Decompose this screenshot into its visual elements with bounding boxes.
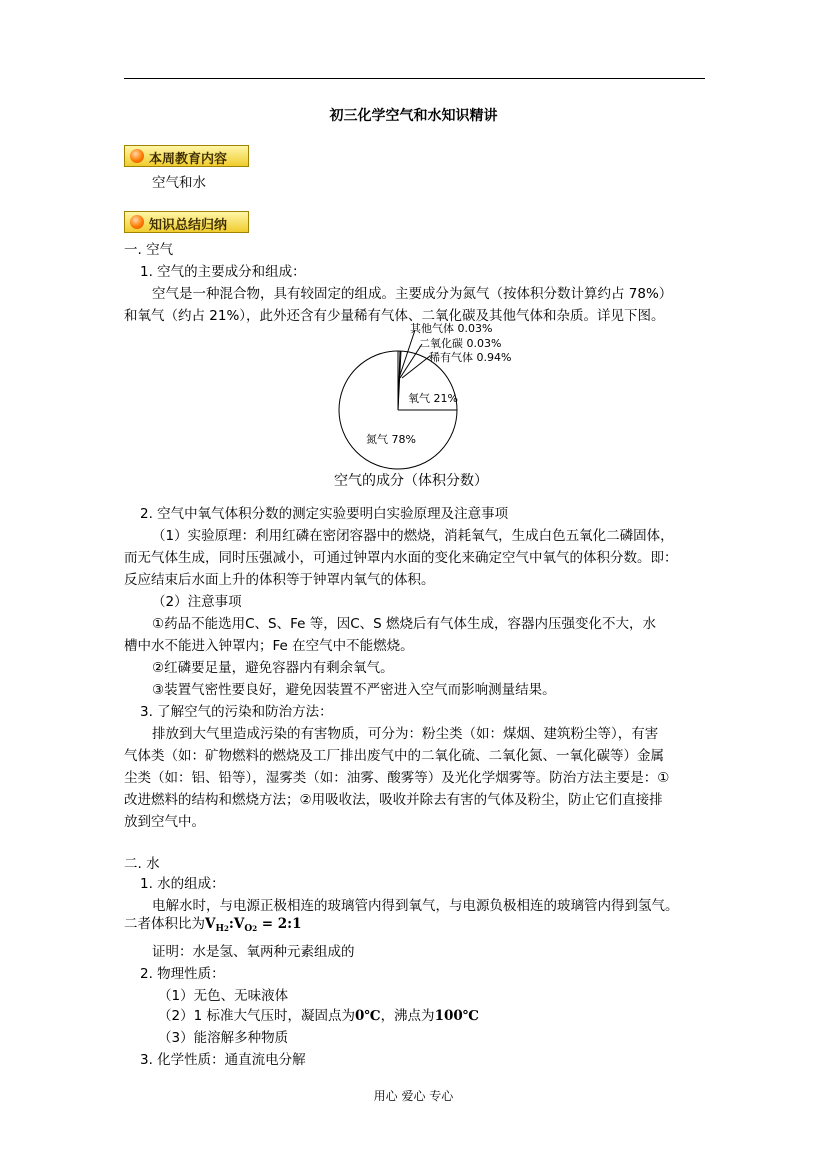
formula-v: :V — [228, 916, 245, 932]
air-composition-title: 1. 空气的主要成分和组成： — [140, 264, 306, 280]
pie-label-other: 其他气体 0.03% — [410, 322, 493, 335]
physical-property-1: （1）无色、无味液体 — [158, 988, 289, 1004]
note-2: ②红磷要足量，避免容器内有剩余氧气。 — [152, 660, 394, 676]
footer: 用心 爱心 专心 — [373, 1089, 454, 1103]
badge-week-content — [124, 145, 249, 167]
note-3: ③装置气密性要良好，避免因装置不严密进入空气而影响测量结果。 — [152, 682, 556, 698]
water-composition-title: 1. 水的组成： — [140, 876, 225, 892]
boil-label: ，沸点为 — [380, 1008, 435, 1024]
pie-label-oxygen: 氧气 21% — [408, 392, 458, 405]
pie-label-leader — [402, 356, 430, 378]
pollution-text: 尘类（如：铝、铅等），湿雾类（如：油雾、酸雾等）及光化学烟雾等。防治方法主要是：① — [124, 770, 670, 786]
pie-label-nitrogen: 氮气 78% — [366, 433, 416, 446]
note-1-cont: 槽中水不能进入钟罩内；Fe 在空气中不能燃烧。 — [124, 638, 414, 654]
section-water-title: 二. 水 — [124, 856, 160, 872]
pollution-text: 放到空气中。 — [124, 814, 205, 830]
freezing-point: 0℃ — [354, 1008, 381, 1024]
air-composition-text: 和氧气（约占 21%），此外还含有少量稀有气体、二氧化碳及其他气体和杂质。详见下图。 — [124, 308, 665, 324]
pollution-text: 改进燃料的结构和燃烧方法；②用吸收法，吸收并除去有害的气体及粉尘，防止它们直接排 — [124, 792, 663, 808]
chemical-properties-title: 3. 化学性质：通直流电分解 — [140, 1052, 306, 1068]
pollution-title: 3. 了解空气的污染和防治方法： — [140, 704, 333, 720]
pollution-text: 排放到大气里造成污染的有害物质，可分为：粉尘类（如：煤烟、建筑粉尘等），有害 — [152, 726, 659, 742]
section-air-title: 一. 空气 — [124, 242, 174, 258]
boiling-point: 100℃ — [434, 1008, 479, 1024]
freeze-label: （2）1 标准大气压时，凝固点为 — [158, 1008, 355, 1024]
formula-sub: O2 — [244, 924, 258, 934]
pie-caption: 空气的成分（体积分数） — [334, 473, 488, 489]
notes-title: （2）注意事项 — [152, 594, 242, 610]
formula-ratio: = 2:1 — [257, 916, 302, 932]
pie-label-co2: 二氧化碳 0.03% — [419, 337, 502, 350]
electrolysis-text: 电解水时，与电源正极相连的玻璃管内得到氧气，与电源负极相连的玻璃管内得到氢气。 — [152, 898, 679, 914]
principle-line: 而无气体生成，同时压强减小，可通过钟罩内水面的变化来确定空气中氧气的体积分数。即： — [124, 550, 678, 566]
formula-sub: H2 — [215, 924, 229, 934]
volume-ratio-line — [124, 912, 302, 934]
orange-dot-icon — [130, 149, 144, 163]
badge-label: 知识总结归纳 — [149, 218, 228, 233]
principle-line: 反应结束后水面上升的体积等于钟罩内氧气的体积。 — [124, 572, 435, 588]
week-content: 空气和水 — [152, 175, 206, 191]
top-rule — [124, 78, 705, 79]
volume-ratio-label: 二者体积比为 — [124, 916, 205, 932]
air-composition-text: 空气是一种混合物，具有较固定的组成。主要成分为氮气（按体积分数计算约占 78%） — [152, 286, 673, 302]
page-title: 初三化学空气和水知识精讲 — [329, 108, 498, 124]
physical-properties-title: 2. 物理性质： — [140, 966, 225, 982]
physical-property-2 — [158, 1004, 479, 1024]
oxygen-measure-title: 2. 空气中氧气体积分数的测定实验要明白实验原理及注意事项 — [140, 506, 509, 522]
badge-summary — [124, 211, 249, 233]
pollution-text: 气体类（如：矿物燃料的燃烧及工厂排出废气中的二氧化硫、二氧化氮、一氧化碳等）金属 — [124, 748, 664, 764]
formula-v: V — [205, 916, 216, 932]
water-proof: 证明：水是氢、氧两种元素组成的 — [152, 944, 355, 960]
volume-ratio-formula — [205, 916, 302, 932]
badge-label: 本周教育内容 — [149, 152, 228, 167]
air-composition-pie-chart — [330, 318, 560, 478]
principle-line: （1）实验原理：利用红磷在密闭容器中的燃烧，消耗氧气，生成白色五氧化二磷固体， — [152, 528, 674, 544]
note-1: ①药品不能选用C、S、Fe 等，因C、S 燃烧后有气体生成，容器内压强变化不大，水 — [152, 616, 657, 632]
physical-property-3: （3）能溶解多种物质 — [158, 1030, 289, 1046]
pie-label-leader — [399, 330, 415, 378]
pie-label-rare: 稀有气体 0.94% — [429, 351, 512, 364]
orange-dot-icon — [130, 215, 144, 229]
